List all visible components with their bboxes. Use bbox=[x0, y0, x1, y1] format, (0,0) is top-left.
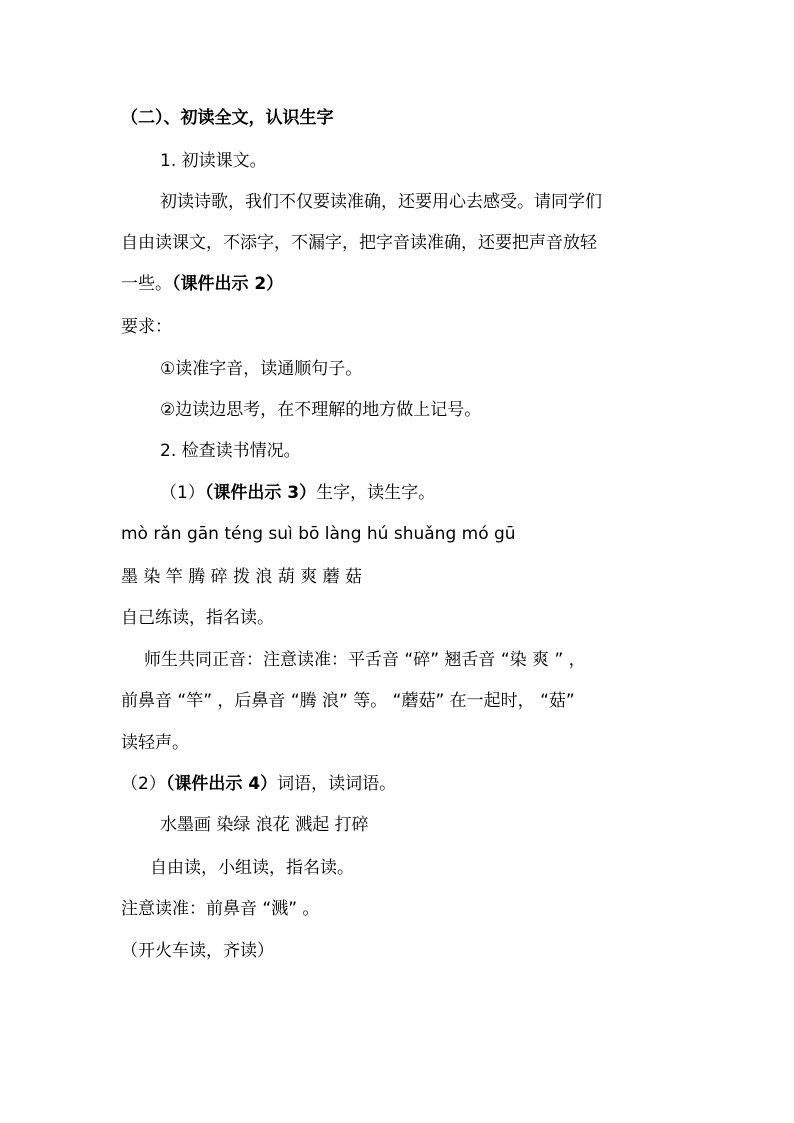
step-1-title: 1. 初读课文。 bbox=[160, 151, 267, 171]
courseware-note: （课件出示 4） bbox=[165, 774, 278, 794]
requirement-item: ①读准字音，读通顺句子。 bbox=[160, 359, 363, 379]
pronunciation-note: 读轻声。 bbox=[121, 733, 189, 753]
substep-number: （2） bbox=[121, 774, 166, 794]
paragraph-line: （开火车读，齐读） bbox=[121, 941, 274, 961]
requirement-item: ②边读边思考，在不理解的地方做上记号。 bbox=[160, 400, 482, 420]
paragraph-line: 初读诗歌，我们不仅要读准确，还要用心去感受。请同学们 bbox=[160, 192, 602, 212]
characters-row: 墨 染 竿 腾 碎 拨 浪 葫 爽 蘑 菇 bbox=[121, 567, 363, 587]
paragraph-line: 注意读准：前鼻音 “溅” 。 bbox=[121, 899, 320, 919]
substep-2-line bbox=[121, 772, 396, 796]
paragraph-line bbox=[121, 272, 283, 296]
paragraph-line: 自由读课文，不添字，不漏字，把字音读准确，还要把声音放轻 bbox=[121, 233, 597, 253]
words-row: 水墨画 染绿 浪花 溅起 打碎 bbox=[160, 815, 369, 835]
substep-text: 词语，读词语。 bbox=[277, 774, 397, 794]
pronunciation-note: 师生共同正音：注意读准：平舌音 “碎” 翘舌音 “染 爽 ” ， bbox=[144, 650, 586, 670]
pinyin-row: mò rǎn gān téng suì bō làng hú shuǎng mó gū bbox=[121, 524, 516, 544]
courseware-note: （课件出示 2） bbox=[172, 274, 284, 294]
paragraph-text: 一些。 bbox=[121, 274, 172, 294]
substep-text: 生字，读生字。 bbox=[316, 483, 436, 503]
step-2-title: 2. 检查读书情况。 bbox=[160, 441, 301, 461]
courseware-note: （课件出示 3） bbox=[204, 483, 317, 503]
pronunciation-note: 前鼻音 “竿” ，后鼻音 “腾 浪” 等。 “蘑菇” 在一起时， “菇” bbox=[121, 691, 575, 711]
paragraph-line: 自己练读，指名读。 bbox=[121, 608, 274, 628]
paragraph-line: 自由读，小组读，指名读。 bbox=[150, 858, 354, 878]
section-heading: （二）、初读全文，认识生字 bbox=[121, 108, 334, 128]
requirements-label: 要求： bbox=[121, 317, 172, 337]
substep-number: （1） bbox=[160, 483, 205, 503]
substep-1-line bbox=[160, 481, 435, 505]
